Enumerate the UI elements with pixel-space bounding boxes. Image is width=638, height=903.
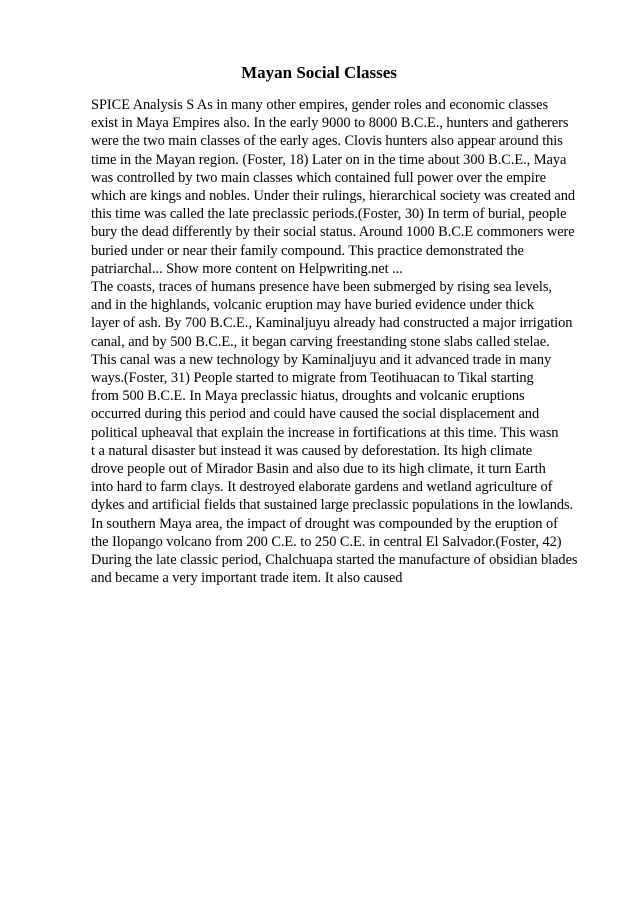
body-line: exist in Maya Empires also. In the early 9000 to 8000 B.C.E., hunters and gatherers (91, 115, 569, 132)
body-line: this time was called the late preclassic periods.(Foster, 30) In term of burial, people (91, 206, 567, 223)
body-line: SPICE Analysis S As in many other empires, gender roles and economic classes (91, 97, 549, 113)
body-line: In southern Maya area, the impact of drought was compounded by the eruption of (91, 515, 558, 532)
document-body (91, 96, 601, 587)
body-line: time in the Mayan region. (Foster, 18) Later on in the time about 300 B.C.E., Maya (91, 151, 567, 168)
body-line: layer of ash. By 700 B.C.E., Kaminaljuyu already had constructed a major irrigation (91, 315, 573, 332)
body-line: which are kings and nobles. Under their rulings, hierarchical society was created and (91, 188, 576, 205)
body-line: t a natural disaster but instead it was caused by deforestation. Its high climate (91, 442, 533, 459)
body-line: the Ilopango volcano from 200 C.E. to 250 C.E. in central El Salvador.(Foster, 42) (91, 533, 562, 550)
body-line: ways.(Foster, 31) People started to migrate from Teotihuacan to Tikal starting (91, 370, 534, 387)
body-line: occurred during this period and could have caused the social displacement and (91, 406, 540, 423)
body-line: political upheaval that explain the increase in fortifications at this time. This wasn (91, 424, 559, 441)
body-line: from 500 B.C.E. In Maya preclassic hiatus, droughts and volcanic eruptions (91, 388, 525, 405)
body-line: and in the highlands, volcanic eruption may have buried evidence under thick (91, 297, 534, 314)
body-line: patriarchal... Show more content on Helpwriting.net ... (91, 260, 403, 277)
body-line: were the two main classes of the early ages. Clovis hunters also appear around this (91, 133, 563, 150)
body-line: dykes and artificial fields that sustained large preclassic populations in the lowlands. (91, 497, 574, 514)
document-title: Mayan Social Classes (241, 63, 397, 82)
body-line: drove people out of Mirador Basin and also due to its high climate, it turn Earth (91, 461, 546, 478)
body-line: buried under or near their family compound. This practice demonstrated the (91, 242, 524, 259)
body-line: The coasts, traces of humans presence have been submerged by rising sea levels, (91, 279, 552, 296)
body-line: was controlled by two main classes which contained full power over the empire (91, 169, 546, 186)
body-line: bury the dead differently by their social status. Around 1000 B.C.E commoners were (91, 224, 575, 241)
body-line: and became a very important trade item. It also caused (91, 570, 403, 587)
body-line: canal, and by 500 B.C.E., it began carving freestanding stone slabs called stelae. (91, 333, 550, 350)
body-line: This canal was a new technology by Kaminaljuyu and it advanced trade in many (91, 351, 552, 368)
body-line: During the late classic period, Chalchuapa started the manufacture of obsidian blades (91, 552, 578, 569)
body-line: into hard to farm clays. It destroyed elaborate gardens and wetland agriculture of (91, 479, 553, 496)
